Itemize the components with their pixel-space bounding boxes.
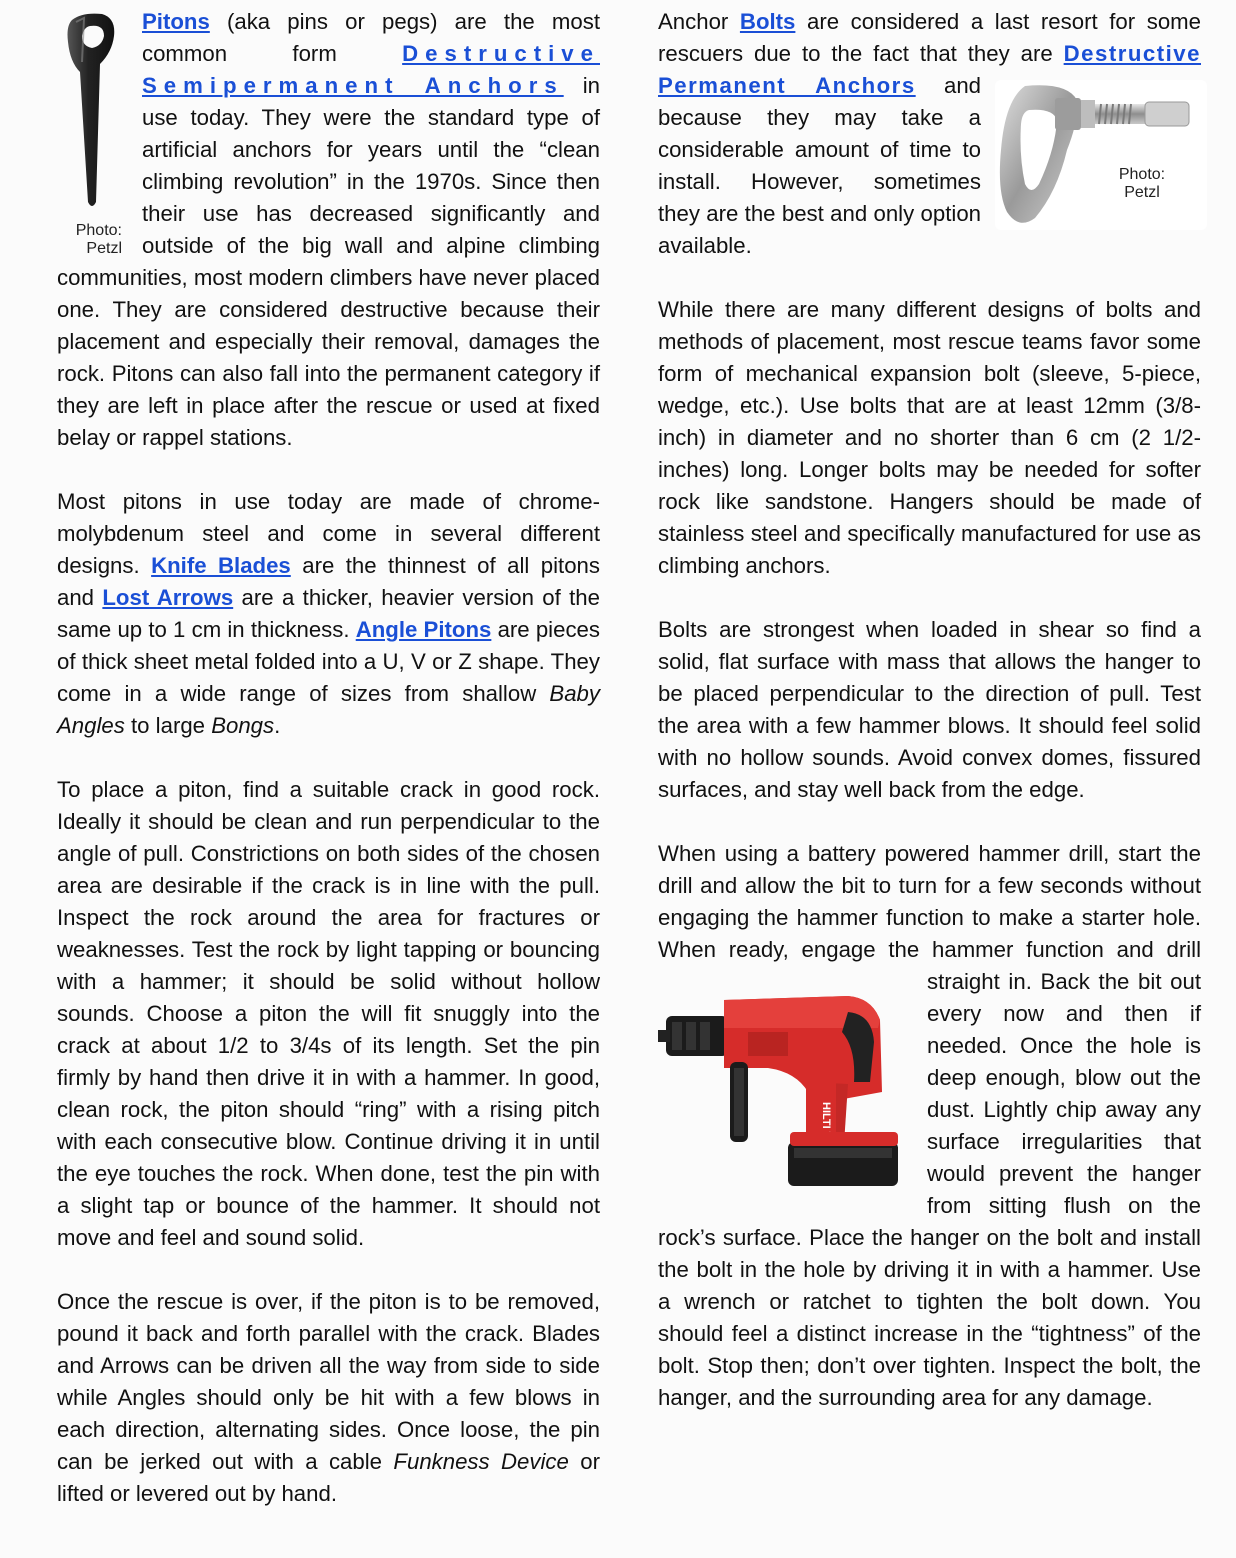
- left-column: [57, 6, 600, 1542]
- paragraph-piton-types: [57, 486, 600, 742]
- pitons-intro-text-2: in use today. They were the standard type of artificial anchors for years until the “clean climbing revolution” in the 1970s. Since then their use has decreased significantly and outside of the big wall and alpine climbing communities, most modern climbers have never placed one. They are considered destructive because their placement and especially their removal, damages the rock. Pitons can also fall into the permanent category if they are left in place after the rescue or used at fixed belay or rappel stations.: [57, 73, 601, 450]
- paragraph-bolts-intro: [658, 6, 1201, 262]
- piton-types-text-6: .: [274, 713, 281, 738]
- term-bongs: Bongs: [211, 713, 275, 738]
- removing-piton-text-1: Once the rescue is over, if the piton is to be removed, pound it back and forth parallel with the crack. Blades and Arrows can be driven all the way from side to side while Angles should only be hit with a few blows in each direction, alternating sides. Once loose, the pin can be jerked out with a cable: [57, 1289, 600, 1474]
- bolt-photo-caption: Photo: Petzl: [1118, 166, 1166, 201]
- hammer-drill-text-1: When using a battery powered hammer drill, start the drill and allow the bit to turn for a few seconds without engaging the hammer function to make a starter hole. When ready, engage the hammer: [658, 841, 1201, 962]
- link-pitons[interactable]: Pitons: [142, 9, 210, 34]
- bolt-hanger-image: [995, 80, 1207, 230]
- piton-image: [62, 12, 118, 212]
- hammer-drill-figure: [658, 972, 913, 1196]
- paragraph-placing-piton: To place a piton, find a suitable crack in good rock. Ideally it should be clean and run perpendicular to the angle of pull. Constrictions on both sides of the chosen area are desirable if the crack is in line with the pull. Inspect the rock around the area for fractures or weaknesses. Test the rock by light tapping or bouncing with a hammer; it should be solid without hollow sounds. Choose a piton the will fit snuggly into the crack at about 1/2 to 3/4s of its length. Set the pin firmly by hand then drive it in with a hammer. In good, clean rock, the piton should “ring” with a rising pitch with each consecutive blow. Continue driving it in until the eye touches the rock. When done, test the pin with a slight tap or bounce of the hammer. It should not move and feel and sound solid.: [57, 777, 600, 1250]
- bolts-intro-text-1: Anchor: [658, 9, 740, 34]
- link-angle-pitons[interactable]: Angle Pitons: [355, 617, 492, 642]
- link-destructive-permanent-anchors[interactable]: Destructive Permanent Anchors: [658, 41, 1201, 98]
- paragraph-bolt-placement: Bolts are strongest when loaded in shear so find a solid, flat surface with mass that allows the hanger to be placed perpendicular to the direction of pull. Test the area with a few hammer blows. It should feel solid with no hollow sounds. Avoid convex domes, fissured surfaces, and stay well back from the edge.: [658, 617, 1201, 802]
- piton-types-text-5: to large: [124, 713, 212, 738]
- pitons-intro-text-1: (aka pins or pegs) are the most common form: [142, 9, 600, 66]
- link-bolts[interactable]: Bolts: [739, 9, 796, 34]
- bolts-intro-text-3: and because they may take a considerable amount of time to install. However, sometimes they are the best and only option available.: [658, 73, 982, 258]
- piton-types-text-4: are pieces of thick sheet metal folded into a U, V or Z shape. They come in a wide range of sizes from shallow: [57, 617, 600, 706]
- paragraph-hammer-drill: [658, 838, 1201, 1414]
- piton-types-text-3: are a thicker, heavier version of the same up to 1 cm in thickness.: [57, 585, 600, 642]
- link-knife-blades[interactable]: Knife Blades: [151, 553, 291, 578]
- piton-figure: [54, 6, 134, 257]
- link-destructive-semipermanent-anchors[interactable]: Destructive Semipermanent Anchors: [142, 41, 600, 98]
- hammer-drill-text-2: function and drill straight in. Back the bit out every now and then if needed. Once the hole is deep enough, blow out the dust. Lightly chip away any surface irregularities that would prevent the hanger from sitting flush on the rock’s surface. Place the hanger on the bolt and install the bolt in the hole by driving it in with a hammer. Use a wrench or ratchet to tighten the bolt down. You should feel a distinct increase in the “tightness” of the bolt. Stop then; don’t over tighten. Inspect the bolt, the hanger, and the surrounding area for any damage.: [658, 937, 1201, 1410]
- piton-types-text-1: Most pitons in use today are made of chrome-molybdenum steel and come in several different designs.: [57, 489, 600, 578]
- term-funkness-device: Funkness Device: [393, 1449, 569, 1474]
- hammer-drill-image: [658, 972, 913, 1196]
- paragraph-bolt-designs: While there are many different designs of bolts and methods of placement, most rescue teams favor some form of mechanical expansion bolt (sleeve, 5-piece, wedge, etc.). Use bolts that are at least 12mm (3/8-inch) in diameter and no shorter than 6 cm (2 1/2-inches) long. Longer bolts may be needed for softer rock like sandstone. Hangers should be made of stainless steel and specifically manufactured for use as climbing anchors.: [658, 297, 1201, 578]
- right-column: [658, 6, 1201, 1446]
- bolt-hanger-figure: [995, 80, 1207, 230]
- piton-types-text-2: are the thinnest of all pitons and: [57, 553, 600, 610]
- paragraph-removing-piton: [57, 1286, 600, 1510]
- link-lost-arrows[interactable]: Lost Arrows: [102, 585, 234, 610]
- bolts-intro-text-2: are considered a last resort for some rescuers due to the fact that they are: [658, 9, 1201, 66]
- paragraph-pitons-intro: [57, 6, 600, 454]
- piton-photo-caption: Photo: Petzl: [75, 222, 122, 257]
- removing-piton-text-2: or lifted or levered out by hand.: [57, 1449, 600, 1506]
- term-baby-angles: Baby Angles: [57, 681, 600, 738]
